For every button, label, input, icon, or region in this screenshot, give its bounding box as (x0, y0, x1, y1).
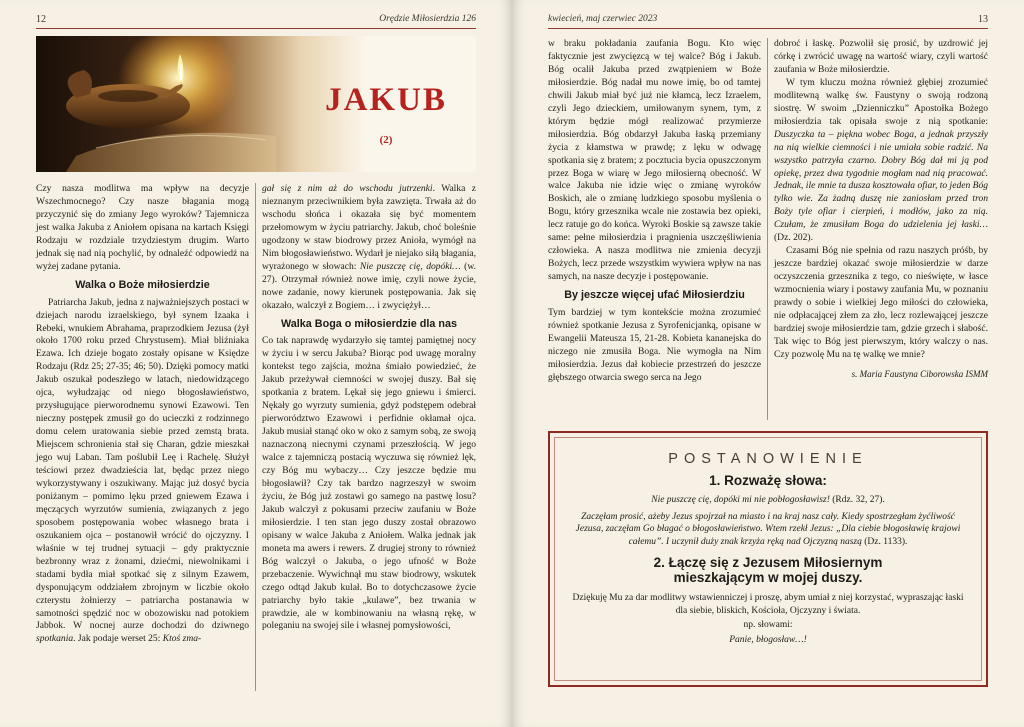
article-part: (2) (379, 134, 393, 146)
paragraph: Czy nasza modlitwa ma wpływ na decyzje Wszechmocnego? Czy nasze błagania mogą przyczynić się do zmiany Jego wyroków? Tajemnicza jest walka Jakuba z Aniołem opisana na kartach Księgi Rodzaju w rozdziale trzydziestym drugim. Warto jednak się nad nią pochylić, by odnaleźć odpowiedź na wyżej zadane pytania. (36, 183, 249, 272)
resolution-quote-1: Nie puszczę cię, dopóki mi nie pobłogosławisz! (Rdz. 32, 27). (651, 495, 885, 505)
resolution-title: POSTANOWIENIE (668, 451, 868, 467)
paragraph: Co tak naprawdę wydarzyło się tamtej pamiętnej nocy w życiu i w sercu Jakuba? Biorąc pod uwagę moralny kontekst tego zajścia, można śmiało powiedzieć, że Jakub przeżywał ciemności w swojej duszy. Bał się spotkania z bratem. Lękał się jego gniewu i śmierci. Nękały go wyrzuty sumienia, gdyż podstępem odebrał pierworództwo Ezawowi i perfidnie okłamał ojca. Jakub musiał stanąć oko w oko z samym sobą, ze swoją naznaczoną niecnymi czynami przeszłością. W jego walce z tajemniczą postacią wyczuwa się również lęk, czy Bóg mu wybaczy… Czy jeszcze będzie mu błogosławił? Czy tak bardzo nagrzeszył w swoim życiu, że Bóg już zostawi go samego na pastwę losu? Jakub walczył z pokusami przeciw zaufaniu w Boże miłosierdzie. I ten stan jego duszy został obrazowo opisany w walce Jakuba z Aniołem. Walka jednak jak moneta ma awers i rewers. Z drugiej strony to również Bóg walczył o Jakuba, o jego ufność w Boże przebaczenie. Wywichnął mu staw biodrowy, wskutek czego odtąd Jakub kulał. Bo to dotychczasowe życie patriarchy było takie „kulawe”, bez trwania w prawdzie, ale w kombinowaniu na własną rękę, w poleganiu na swojej sile i własnej pomysłowości, (262, 335, 476, 632)
resolution-text: Dziękuję Mu za dar modlitwy wstawienniczej i proszę, abym umiał z niej korzystać, wypraszając łaski dla siebie, bliskich, Kościoła, Ojczyzny i świata. (572, 593, 964, 616)
article-title: JAKUB (325, 82, 447, 118)
page-number-right: 13 (978, 14, 988, 25)
column-divider (767, 38, 768, 420)
right-column-1 (548, 38, 761, 385)
paragraph: W tym kluczu można również głębiej zrozumieć modlitewną walkę św. Faustyny o swoją rodzoną siostrę. W swoim „Dzienniczku” Apostołka Bożego miłosierdzia tak opisała swoje z nią spotkanie: Duszyczka ta – piękna wobec Boga, a jednak przyszły na nią wielkie ciemności i nie umiała sobie radzić. Na wszystko patrzyła czarno. Dobry Bóg dał mi ją pod opiekę, przez dwa tygodnie mogłam nad nią pracować. Jednak, ile mnie ta dusza kosztowała ofiar, to jeden Bóg tylko wie. Za żadną duszę nie zaniosłam przed tron Boży tyle ofiar i cierpień, i modłów, jako za nią. Czułam, że zmusiłam Boga do udzielenia jej łaski… (Dz. 202). (774, 76, 988, 244)
resolution-point-2: 2. Łączę się z Jezusem Miłosiernym mieszkającym w mojej duszy. (653, 555, 883, 585)
page-number-left: 12 (36, 14, 46, 25)
author-signature: s. Maria Faustyna Ciborowska ISMM (851, 368, 988, 379)
header-rule-right (548, 28, 988, 29)
left-column-1 (36, 183, 249, 646)
paragraph: Patriarcha Jakub, jedna z najważniejszych postaci w dziejach narodu izraelskiego, był synem Izaaka i Rebeki, wnukiem Abrahama, praprzodkiem Jezusa (żył około 1700 roku przed Chrystusem). Miał bliźniaka Ezawa. Ich dzieje bogato zostały opisane w Księdze Rodzaju (Rdz 25; 27-35; 46; 50). Dzięki pomocy matki Jakub oszukał podeszłego w latach, niedowidzącego ojca, wyłudzając od niego błogosławieństwo, przysługujące pierworodnemu synowi Ezawowi. Ten nieczny postępek zmusił go do ucieczki z rodzinnego domu celem uratowania siebie przed zemstą brata. Miejscem schronienia stał się Charan, gdzie mieszkał jego wuj Laban. Tam poślubił Leę i Rachelę. Służył teściowi przez dwadzieścia lat, będąc przez niego wykorzystywany i oszukiwany. Mając już dosyć bycia poniżanym – pomimo lęku przed gniewem Ezawa i męczących wyrzutów sumienia, związanych z jego sposobem postępowania wobec własnego brata i oszukaniem ojca – postanowił wrócić do ojczyzny. I właśnie w tej trudnej sytuacji – gdy praktycznie bezbronny wraz z żonami, dziećmi, niewolnikami i stadami bydła miał spotkać się z silnym Ezawem, dysponującym oddziałem zbrojnym w liczbie około czterystu żołnierzy – patriarcha postanawia w samotności spędzić noc w obozowisku nad potokiem Jabbok. W nocnej aurze dochodzi do dziwnego spotkania. Jak podaje werset 25: Ktoś zma- (36, 296, 249, 645)
resolution-box (548, 431, 988, 687)
resolution-text: np. słowami: (743, 620, 793, 630)
resolution-quote-2: Zaczęłam prosić, ażeby Jezus spojrzał na miasto i na kraj nasz cały. Kiedy spostrzegłam żyćliwość Jezusa, zaczęłam Go błagać o błogosławieństwo. Wtem rzekł Jezus: „Dla ciebie błogosławię krajowi całemu”. I uczynił duży znak krzyża ręką nad Ojczyzną naszą (Dz. 1133). (575, 511, 961, 547)
section-heading: By jeszcze więcej ufać Miłosierdziu (564, 289, 745, 302)
header-rule-left (36, 28, 476, 29)
paragraph: gał się z nim aż do wschodu jutrzenki. Walka z nieznanym przeciwnikiem była zawzięta. Trwała aż do wschodu słońca i okazała się być momentem przełomowym w życiu patriarchy. Jakub, choć boleśnie ugodzony w staw biodrowy przez Anioła, wymógł na Nim błogosławieństwo. Wydarł je niejako siłą błagania, wyrażonego w słowach: Nie puszczę cię, dopóki… (w. 27). Otrzymał również nowe imię, czyli nowe życie, nowe zadanie, nowy kierunek postępowania. Jak się okazało, walczył z Bogiem… i zwyciężył… (262, 183, 476, 311)
paragraph: w braku pokładania zaufania Bogu. Kto więc faktycznie jest zwycięzcą w tej walce? Bóg i Jakub. Bóg ocalił Jakuba przed zwątpieniem w Boże miłosierdzie. Bóg nadał mu nowe imię, bo od tamtej chwili Jakub miał być już nie kłamcą, lecz Izraelem, czyli Jego dzieckiem, umiłowanym synem, tym, z którym będzie mógł realizować przymierze miłosierdzia. Bóg obdarzył Jakuba łaską przemiany życia z kłamstwa w prawdę; z lęku w odwagę spotkania się z bratem; z pocztucia bycia opuszczonym przez Boga w wiarę w Jego miłosierną obecność. W walce Jakuba nie idzie więc o zmianę wyroków Boskich, ale o zmianę ludzkiego sposobu myślenia o Bogu, który grzesznika wcale nie zostawia bez opieki, lecz ratuje go do końca. Wyroki Boskie są zawsze takie same: pełne miłosierdzia i pragnienia uszczęśliwienia człowieka. A nasza modlitwa nie zmienia decyzji Bożych, lecz przede wszystkim wywiera wpływ na nas samych, na nasze decyzje i postępowanie. (548, 38, 761, 283)
running-header-right: kwiecień, maj czerwiec 2023 (548, 14, 658, 24)
resolution-point-1: 1. Rozważę słowa: (709, 473, 827, 488)
hero-banner (36, 36, 476, 172)
running-header-left: Orędzie Miłosierdzia 126 (379, 14, 476, 24)
paragraph: Tym bardziej w tym kontekście można zrozumieć również spotkanie Jezusa z Syrofenicjanką, opisane w Ewangelii Mateusza 15, 21-28. Kobieta kananejska do niczego nie zmusiła Boga. Nie wymogła na Nim miłosierdzia. Jezus dał kobiecie przestrzeń do jeszcze głębszego otwarcia swego serca na Jego (548, 307, 761, 383)
column-divider (255, 183, 256, 691)
right-column-2 (774, 38, 988, 381)
resolution-prayer: Panie, błogosław…! (729, 634, 807, 645)
paragraph: Czasami Bóg nie spełnia od razu naszych próśb, by jeszcze bardziej okazać swoje miłosierdzie w darze oczyszczenia grzesznika z tego, co nieświęte, w łasce wzmocnienia wiary i postawy zaufania Mu, w poznaniu prawdy o sobie i wielkiej Jego miłości do człowieka, nie odpłacającej złem za zło, lecz rozlewającej jeszcze bardziej swoje miłosierdzie tam, gdzie grzech i słabość. Tak więc to Bóg jest pierwszym, który walczy o nas. Czy pozwolę Mu na tę walkę we mnie? (774, 245, 988, 360)
paragraph: dobroć i łaskę. Pozwolił się prosić, by uzdrowić jej córkę i zwrócić uwagę na wartość wiary, czyli wartość zaufania w Boże miłosierdzie. (774, 38, 988, 75)
section-heading: Walka o Boże miłosierdzie (75, 278, 210, 291)
section-heading: Walka Boga o miłosierdzie dla nas (281, 317, 457, 330)
left-column-2 (262, 183, 476, 633)
